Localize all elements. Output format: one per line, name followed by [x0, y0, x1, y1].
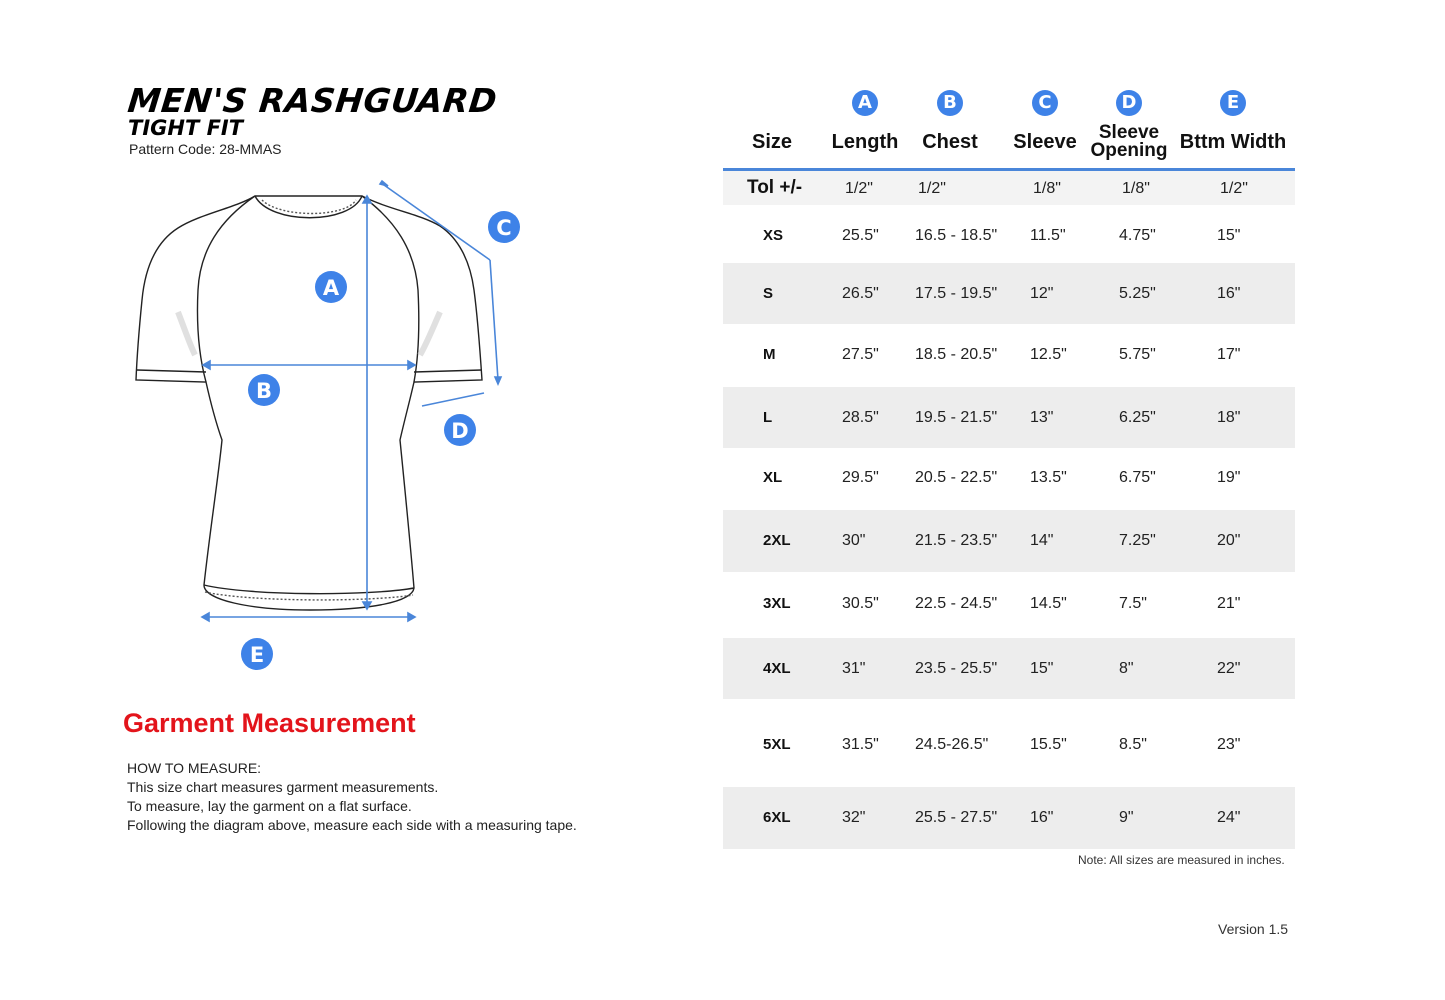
svg-text:D: D: [451, 419, 469, 443]
measurement-cell: 7.5": [1119, 595, 1147, 612]
measurement-cell: 31.5": [842, 736, 879, 753]
how-to-line: This size chart measures garment measurements.: [127, 779, 439, 795]
table-row: [723, 573, 1295, 635]
column-header: [905, 80, 995, 168]
measurement-cell: 25.5 - 27.5": [915, 809, 998, 826]
marker-d: [444, 414, 476, 446]
column-label: Sleeve: [1098, 122, 1160, 143]
column-label: Opening: [1090, 140, 1168, 161]
table-row: [723, 787, 1295, 849]
measurement-cell: 4.75": [1119, 227, 1156, 244]
svg-text:B: B: [255, 379, 273, 403]
measurement-cell: 30.5": [842, 595, 879, 612]
measurement-cell: 31": [842, 659, 866, 677]
size-label: M: [763, 346, 776, 363]
column-header: [820, 80, 910, 168]
column-label: Chest: [922, 131, 978, 153]
svg-text:A: A: [322, 276, 340, 300]
measurement-cell: 20": [1217, 532, 1241, 549]
tolerance-value: 1/8": [1122, 180, 1150, 197]
measurement-cell: 18": [1217, 408, 1241, 426]
measurement-cell: 7.25": [1119, 532, 1156, 549]
measurement-cell: 19": [1217, 469, 1241, 486]
measurement-cell: 13": [1030, 408, 1054, 426]
column-marker-badge: B: [937, 90, 963, 116]
measurement-cell: 28.5": [842, 408, 879, 426]
measurement-cell: 20.5 - 22.5": [915, 469, 998, 486]
measurement-lines: [202, 181, 501, 621]
column-label: Length: [831, 131, 899, 153]
marker-e: [241, 638, 273, 670]
size-label: 2XL: [763, 532, 791, 549]
size-label: S: [763, 284, 774, 302]
measurement-cell: 23": [1217, 736, 1241, 753]
tolerance-row: [723, 171, 1295, 205]
tolerance-value: 1/2": [1220, 180, 1248, 197]
fit-subtitle: TIGHT FIT: [128, 116, 244, 140]
table-row: [723, 205, 1295, 267]
column-marker-badge: D: [1116, 90, 1142, 116]
marker-b: [248, 374, 280, 406]
measurement-cell: 18.5 - 20.5": [915, 346, 998, 363]
measurement-cell: 21": [1217, 595, 1241, 612]
size-label: XS: [763, 227, 784, 244]
size-label: 4XL: [763, 659, 791, 677]
size-label: L: [763, 408, 773, 426]
rashguard-diagram: [110, 170, 540, 680]
measurement-cell: 6.75": [1119, 469, 1156, 486]
tolerance-value: 1/2": [918, 180, 946, 197]
page-title: MEN'S RASHGUARD: [125, 81, 499, 120]
column-label: Sleeve: [1013, 131, 1077, 153]
measurement-cell: 8": [1119, 659, 1134, 677]
measurement-cell: 17": [1217, 346, 1241, 363]
measurement-cell: 14.5": [1030, 595, 1067, 612]
table-row: [723, 510, 1295, 572]
column-marker-badge: E: [1220, 90, 1246, 116]
size-label: 6XL: [763, 809, 791, 826]
column-header: [1173, 80, 1293, 168]
table-row: [723, 263, 1295, 324]
svg-text:C: C: [496, 216, 512, 240]
measurement-cell: 12": [1030, 284, 1054, 302]
marker-a: [315, 271, 347, 303]
measurement-cell: 16": [1030, 809, 1054, 826]
measurement-cell: 23.5 - 25.5": [915, 659, 998, 677]
table-row: [723, 324, 1295, 386]
measurement-cell: 19.5 - 21.5": [915, 408, 998, 426]
garment-measurement-title: Garment Measurement: [123, 708, 416, 738]
table-header: [723, 80, 1295, 171]
measurement-cell: 13.5": [1030, 469, 1067, 486]
how-to-heading: HOW TO MEASURE:: [127, 760, 262, 776]
measurement-cell: 6.25": [1119, 408, 1156, 426]
measurement-cell: 27.5": [842, 346, 879, 363]
how-to-measure: [127, 759, 577, 835]
measurement-cell: 15.5": [1030, 736, 1067, 753]
table-row: [723, 387, 1295, 448]
column-header: [1000, 80, 1090, 168]
column-label: Bttm Width: [1179, 131, 1287, 153]
shirt-outline: [136, 196, 482, 610]
measurement-cell: 8.5": [1119, 736, 1147, 753]
measurement-cell: 16": [1217, 284, 1241, 302]
measurement-cell: 24.5-26.5": [915, 736, 989, 753]
measurement-cell: 17.5 - 19.5": [915, 284, 998, 302]
measurement-cell: 16.5 - 18.5": [915, 227, 998, 244]
measurement-cell: 30": [842, 532, 866, 549]
measurement-cell: 15": [1217, 227, 1241, 244]
measurement-cell: 15": [1030, 659, 1054, 677]
size-label: 5XL: [763, 736, 791, 753]
how-to-line: Following the diagram above, measure each side with a measuring tape.: [127, 817, 577, 833]
measurement-cell: 32": [842, 809, 866, 826]
column-marker-badge: C: [1032, 90, 1058, 116]
how-to-line: To measure, lay the garment on a flat surface.: [127, 798, 412, 814]
table-body: [723, 205, 1295, 849]
measurement-cell: 22.5 - 24.5": [915, 595, 998, 612]
table-row: [723, 638, 1295, 699]
measurement-cell: 25.5": [842, 227, 879, 244]
svg-text:E: E: [249, 643, 265, 667]
measurement-cell: 24": [1217, 809, 1241, 826]
table-row: [723, 705, 1295, 785]
size-label: 3XL: [763, 595, 791, 612]
marker-c: [488, 211, 520, 243]
pattern-code: Pattern Code: 28-MMAS: [129, 141, 282, 157]
units-note: Note: All sizes are measured in inches.: [1078, 853, 1285, 867]
measurement-cell: 26.5": [842, 284, 879, 302]
size-label: XL: [763, 469, 783, 486]
measurement-cell: 14": [1030, 532, 1054, 549]
measurement-cell: 5.75": [1119, 346, 1156, 363]
column-header: [727, 80, 817, 168]
measurement-cell: 22": [1217, 659, 1241, 677]
column-marker-badge: A: [852, 90, 878, 116]
measurement-cell: 9": [1119, 809, 1134, 826]
tolerance-label: Tol +/-: [747, 177, 803, 198]
measurement-cell: 29.5": [842, 469, 879, 486]
version-label: Version 1.5: [1218, 921, 1289, 937]
tolerance-value: 1/8": [1033, 180, 1061, 197]
measurement-cell: 21.5 - 23.5": [915, 532, 998, 549]
column-header: [1084, 80, 1174, 168]
measurement-cell: 12.5": [1030, 346, 1067, 363]
column-label: Size: [751, 131, 793, 153]
size-chart-table: [723, 80, 1295, 849]
measurement-cell: 5.25": [1119, 284, 1156, 302]
table-row: [723, 447, 1295, 509]
measurement-cell: 11.5": [1030, 227, 1066, 244]
tolerance-value: 1/2": [845, 180, 873, 197]
